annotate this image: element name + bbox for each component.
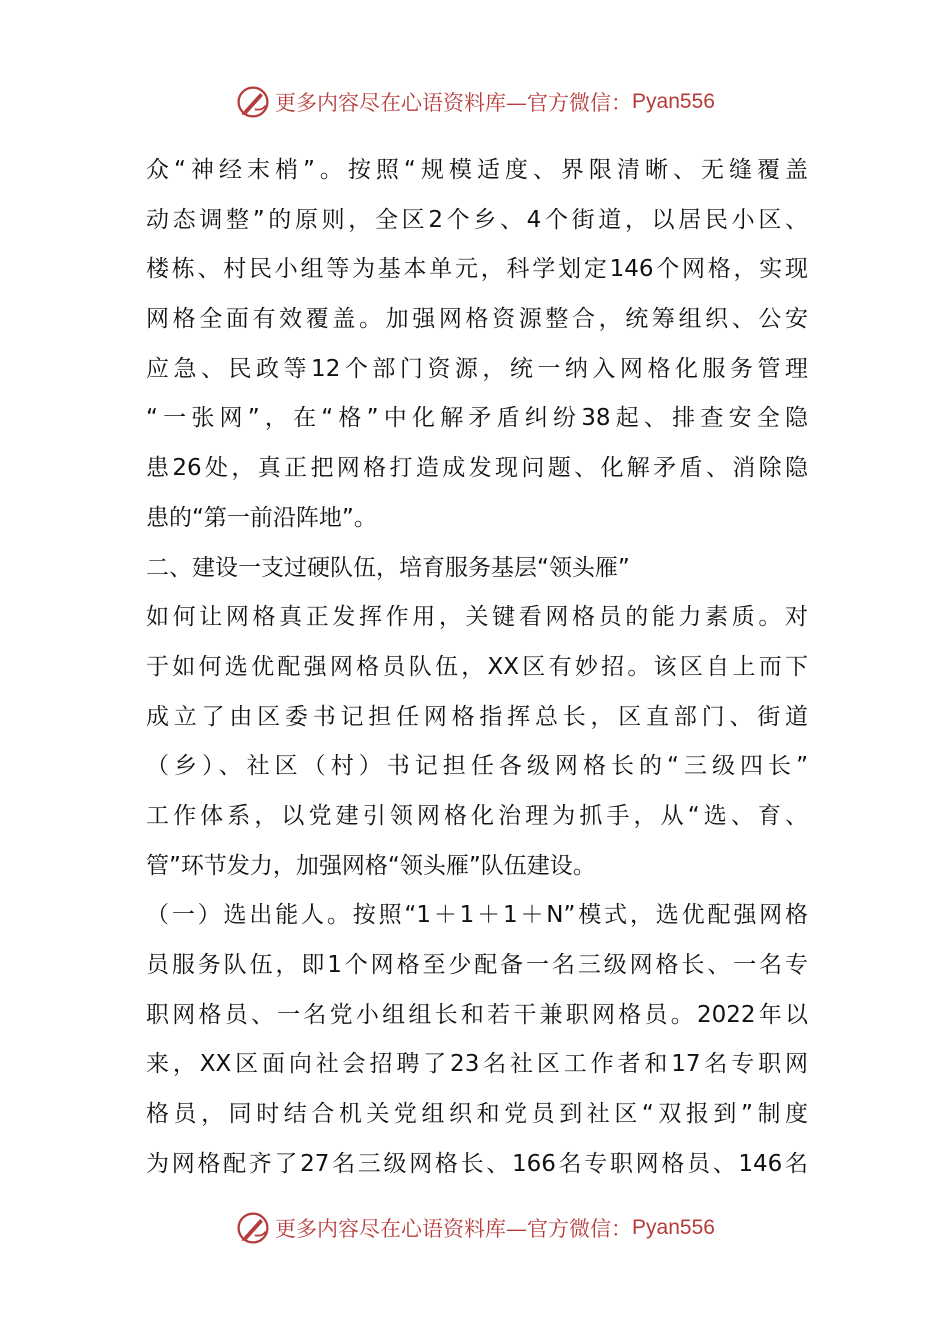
body-line: 如何让网格真正发挥作用，关键看网格员的能力素质。对 [146, 604, 808, 631]
header-text: 更多内容尽在心语资料库—官方微信： [275, 91, 633, 115]
body-line: 众“神经末梢”。按照“规模适度、界限清晰、无缝覆盖 [146, 157, 808, 183]
body-line: 动态调整”的原则，全区2个乡、4个街道，以居民小区、 [146, 206, 808, 233]
footer-wechat-id: Pyan556 [632, 1216, 715, 1239]
document-body [146, 146, 808, 1189]
quill-logo-icon [235, 1210, 271, 1246]
footer-banner [0, 1208, 950, 1248]
body-line: 成立了由区委书记担任网格指挥总长，区直部门、街道 [146, 703, 808, 730]
body-line: 来，XX区面向社会招聘了23名社区工作者和17名专职网 [146, 1051, 808, 1078]
body-line: 工作体系，以党建引领网格化治理为抓手，从“选、育、 [146, 802, 808, 829]
body-line: 患的“第一前沿阵地”。 [146, 504, 377, 531]
body-line: 楼栋、村民小组等为基本单元，科学划定146个网格，实现 [146, 256, 808, 283]
body-line: 于如何选优配强网格员队伍，XX区有妙招。该区自上而下 [146, 653, 808, 680]
body-line: 员服务队伍，即1个网格至少配备一名三级网格长、一名专 [146, 952, 808, 978]
body-line: （一）选出能人。按照“1＋1＋1＋N”模式，选优配强网格 [146, 902, 808, 929]
body-line: 应急、民政等12个部门资源，统一纳入网格化服务管理 [146, 355, 808, 382]
quill-logo-icon [235, 84, 271, 120]
body-line: 管”环节发力，加强网格“领头雁”队伍建设。 [146, 852, 596, 879]
header-wechat-id: Pyan556 [632, 90, 715, 113]
body-line: “一张网”，在“格”中化解矛盾纠纷38起、排查安全隐 [146, 405, 808, 432]
body-line: 患26处，真正把网格打造成发现问题、化解矛盾、消除隐 [146, 455, 808, 482]
body-line: 职网格员、一名党小组组长和若干兼职网格员。2022年以 [146, 1001, 808, 1028]
body-line: （乡）、社区（村）书记担任各级网格长的“三级四长” [146, 753, 808, 780]
body-line: 网格全面有效覆盖。加强网格资源整合，统筹组织、公安 [146, 306, 808, 333]
footer-text: 更多内容尽在心语资料库—官方微信： [275, 1217, 633, 1241]
body-line: 格员，同时结合机关党组织和党员到社区“双报到”制度 [146, 1101, 808, 1128]
body-line: 为网格配齐了27名三级网格长、166名专职网格员、146名 [146, 1150, 808, 1177]
header-banner [0, 82, 950, 122]
section-heading: 二、建设一支过硬队伍，培育服务基层“领头雁” [146, 554, 630, 581]
